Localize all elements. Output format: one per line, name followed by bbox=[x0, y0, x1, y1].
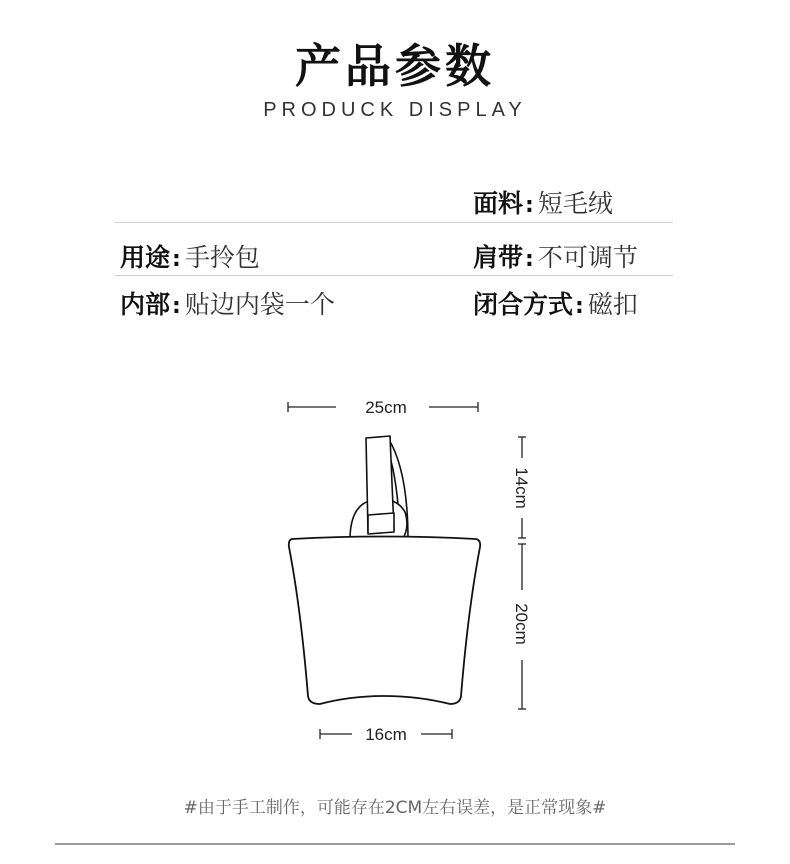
spec-closure bbox=[473, 285, 638, 321]
spec-usage-colon: : bbox=[172, 247, 181, 272]
body-height-measure bbox=[512, 544, 531, 709]
spec-usage bbox=[120, 238, 260, 274]
bottom-width-label: 16cm bbox=[365, 725, 407, 744]
top-width-label: 25cm bbox=[365, 398, 407, 417]
spec-strap-label: 肩带 bbox=[473, 243, 524, 272]
bag-body bbox=[289, 537, 480, 705]
spec-usage-value: 手拎包 bbox=[184, 243, 260, 272]
spec-interior-colon: : bbox=[172, 294, 181, 319]
spec-usage-label: 用途 bbox=[120, 243, 171, 272]
handle-height-label: 14cm bbox=[512, 467, 531, 509]
body-height-label: 20cm bbox=[512, 603, 531, 645]
spec-material-colon: : bbox=[525, 193, 534, 218]
handle-height-measure bbox=[512, 437, 531, 538]
spec-closure-label: 闭合方式 bbox=[473, 290, 574, 319]
page-title: 产品参数 bbox=[295, 39, 495, 93]
spec-material-value: 短毛绒 bbox=[537, 189, 613, 218]
spec-strap bbox=[473, 238, 638, 274]
spec-closure-value: 磁扣 bbox=[587, 290, 638, 319]
spec-strap-colon: : bbox=[525, 247, 534, 272]
bag-dimension-diagram bbox=[0, 380, 790, 760]
spec-interior bbox=[120, 285, 335, 321]
bottom-width-measure bbox=[320, 725, 452, 744]
spec-closure-colon: : bbox=[575, 294, 584, 319]
handmade-tolerance-note: #由于手工制作，可能存在2CM左右误差，是正常现象# bbox=[183, 798, 607, 818]
bottom-divider bbox=[55, 843, 735, 845]
spec-material-label: 面料 bbox=[473, 189, 524, 218]
page-subtitle: PRODUCK DISPLAY bbox=[263, 99, 527, 121]
spec-strap-value: 不可调节 bbox=[537, 243, 638, 272]
divider-1 bbox=[115, 222, 673, 223]
divider-2 bbox=[115, 275, 673, 276]
spec-interior-label: 内部 bbox=[120, 290, 171, 319]
top-width-measure bbox=[288, 398, 478, 417]
spec-material bbox=[473, 184, 613, 220]
spec-interior-value: 贴边内袋一个 bbox=[184, 290, 335, 319]
bag-handle bbox=[350, 436, 408, 540]
